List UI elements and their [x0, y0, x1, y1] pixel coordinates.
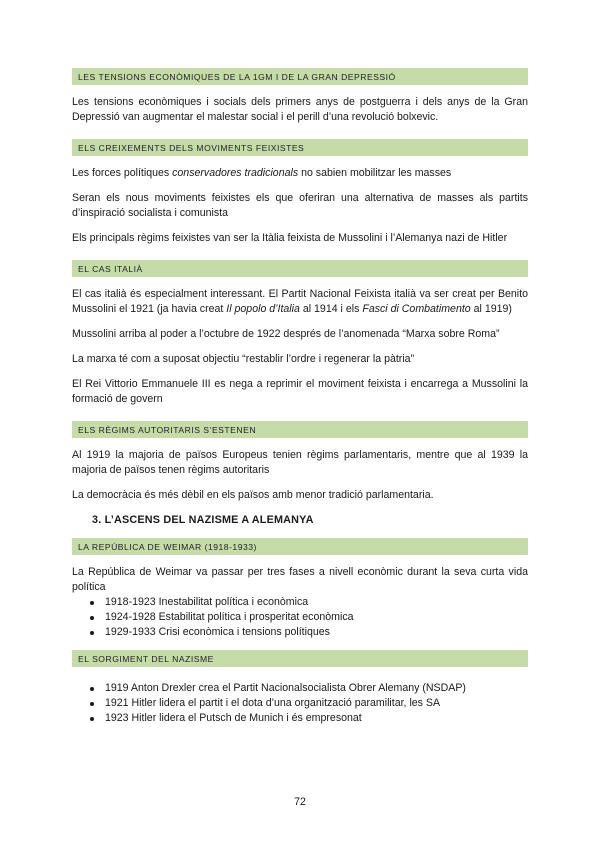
section-header-cas-italia: EL CAS ITALIÀ	[72, 260, 528, 277]
document-page	[72, 68, 528, 726]
section-header-tensions: LES TENSIONS ECONÒMIQUES DE LA 1GM I DE LA GRAN DEPRESSIÓ	[72, 68, 528, 85]
italic-text: Il popolo d’Italia	[226, 303, 300, 315]
list-item: 1919 Anton Drexler crea el Partit Nacionalsocialista Obrer Alemany (NSDAP)	[88, 681, 528, 696]
list-item: 1924-1928 Estabilitat política i prosperitat econòmica	[88, 610, 528, 625]
list-item: 1918-1923 Inestabilitat política i econòmica	[88, 595, 528, 610]
text-run: al 1914 i els	[299, 303, 363, 315]
list-item: 1921 Hitler lidera el partit i el dota d’una organització paramilitar, les SA	[88, 696, 528, 711]
list-item: 1929-1933 Crisi econòmica i tensions polítiques	[88, 625, 528, 640]
section-header-regims-autoritaris: ELS RÈGIMS AUTORITARIS S’ESTENEN	[72, 421, 528, 438]
list-item: 1923 Hitler lidera el Putsch de Munich i és empresonat	[88, 711, 528, 726]
paragraph: Al 1919 la majoria de països Europeus tenien règims parlamentaris, mentre que al 1939 la majoria de països tenen règims autoritaris	[72, 449, 528, 476]
italic-text: conservadores tradicionals	[172, 167, 299, 179]
text-run: no sabien mobilitzar les masses	[298, 167, 452, 179]
section-header-weimar: LA REPÚBLICA DE WEIMAR (1918-1933)	[72, 538, 528, 555]
paragraph: Seran els nous moviments feixistes els que oferiran una alternativa de masses als partits d’inspiració socialista i comunista	[72, 192, 528, 219]
page-number: 72	[294, 796, 306, 808]
section-header-creixements: ELS CREIXEMENTS DELS MOVIMENTS FEIXISTES	[72, 139, 528, 156]
chapter-heading: 3. L’ASCENS DEL NAZISME A ALEMANYA	[92, 514, 314, 526]
paragraph	[72, 287, 528, 317]
bullet-list	[72, 595, 528, 640]
bullet-list	[72, 681, 528, 726]
paragraph	[72, 166, 528, 181]
text-run: al 1919)	[470, 303, 512, 315]
paragraph: Mussolini arriba al poder a l’octubre de 1922 després de l’anomenada “Marxa sobre Roma”	[72, 328, 500, 340]
text-run: El cas italià és especialment interessant. El Partit Nacional Feixista italià va ser creat per Benito Mussolini el 1921 (ja havia creat	[72, 288, 528, 315]
paragraph: El Rei Vittorio Emmanuele III es nega a reprimir el moviment feixista i encarrega a Mussolini la formació de govern	[72, 378, 528, 405]
paragraph: La democràcia és més dèbil en els països amb menor tradició parlamentaria.	[72, 489, 434, 501]
text-run: Les forces polítiques	[72, 167, 173, 179]
paragraph: La República de Weimar va passar per tres fases a nivell econòmic durant la seva curta vida política	[72, 566, 528, 593]
italic-text: Fasci di Combatimento	[362, 303, 471, 315]
paragraph: Les tensions econòmiques i socials dels primers anys de postguerra i dels anys de la Gran Depressió van augmentar el malestar social i el perill d’una revolució bolxevic.	[72, 96, 528, 123]
paragraph: La marxa té com a suposat objectiu “restablir l’ordre i regenerar la pàtria”	[72, 353, 415, 365]
section-header-sorgiment-nazisme: EL SORGIMENT DEL NAZISME	[72, 650, 528, 667]
paragraph: Els principals règims feixistes van ser la Itàlia feixista de Mussolini i l’Alemanya nazi de Hitler	[72, 232, 508, 244]
